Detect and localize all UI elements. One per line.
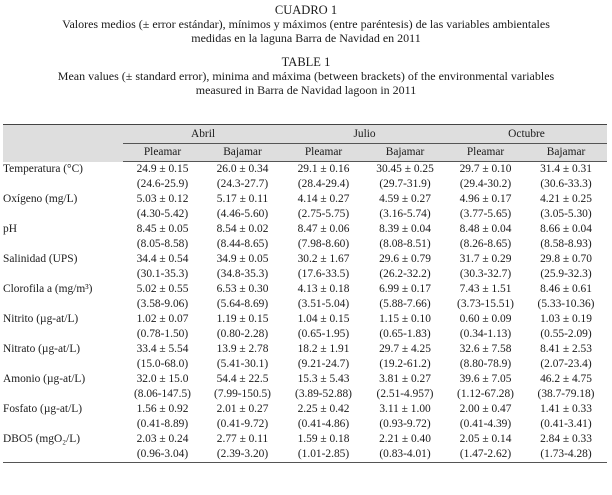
mean-value-cell: 2.25 ± 0.42 (297, 403, 350, 415)
mean-value-cell: 1.15 ± 0.10 (379, 313, 431, 325)
range-value-cell: (7.98-8.60) (297, 238, 350, 250)
table-row (3, 372, 607, 387)
mean-value-cell: 34.4 ± 0.54 (136, 253, 189, 265)
range-value-cell: (0.65-1.83) (379, 328, 431, 340)
variable-name: pH (3, 223, 17, 235)
range-value-cell: (26.2-32.2) (379, 268, 431, 280)
mean-value-cell: 7.43 ± 1.51 (459, 283, 512, 295)
caption-en-line1: Mean values (± standard error), minima and máxima (between brackets) of the environmental variables (57, 69, 555, 83)
range-value-cell: (8.08-8.51) (379, 238, 431, 250)
range-value-cell: (24.3-27.7) (216, 178, 269, 190)
variable-name: Temperatura (°C) (3, 162, 83, 175)
range-value-cell: (3.89-52.88) (295, 388, 352, 400)
range-value-cell: (0.65-1.95) (297, 328, 350, 340)
range-value-cell: (30.6-33.3) (540, 178, 592, 190)
range-value-cell: (0.93-9.72) (379, 418, 431, 430)
mean-value-cell: 39.6 ± 7.05 (459, 373, 512, 385)
range-value-cell: (17.6-33.5) (297, 268, 350, 280)
environmental-variables-table (3, 124, 607, 463)
mean-value-cell: 4.14 ± 0.27 (297, 193, 350, 205)
mean-value-cell: 8.46 ± 0.61 (540, 283, 592, 295)
range-value-cell: (4.30-5.42) (136, 208, 189, 220)
mean-value-cell: 29.6 ± 0.79 (379, 253, 431, 265)
mean-value-cell: 1.04 ± 0.15 (297, 313, 350, 325)
variable-name: Salinidad (UPS) (3, 253, 78, 265)
range-value-cell: (0.41-8.89) (136, 418, 189, 430)
table-row (3, 432, 607, 447)
range-value-cell: (2.75-5.75) (297, 208, 350, 220)
range-value-cell: (25.9-32.3) (540, 268, 592, 280)
table-row (3, 312, 607, 327)
range-value-cell: (0.96-3.04) (123, 447, 202, 463)
mean-value-cell: 5.17 ± 0.11 (216, 193, 269, 205)
range-value-cell: (3.05-5.30) (540, 208, 592, 220)
range-value-cell: (7.99-150.5) (214, 388, 271, 400)
range-value-cell: (2.51-4.957) (376, 388, 434, 400)
mean-value-cell: 6.53 ± 0.30 (216, 283, 269, 295)
table-row (3, 192, 607, 207)
mean-value-cell: 34.9 ± 0.05 (216, 253, 269, 265)
range-value-cell: (3.58-9.06) (136, 298, 189, 310)
variable-name: Nitrato (µg-at/L) (3, 343, 81, 355)
mean-value-cell: 8.41 ± 2.53 (540, 343, 592, 355)
tide-header: Bajamar (525, 144, 607, 162)
range-value-cell: (34.8-35.3) (216, 268, 269, 280)
range-value-cell: (1.12-67.28) (457, 388, 514, 400)
range-value-cell: (0.41-3.41) (540, 418, 592, 430)
mean-value-cell: 4.59 ± 0.27 (379, 193, 431, 205)
range-value-cell: (1.01-2.85) (283, 447, 364, 463)
range-value-cell: (19.2-61.2) (379, 358, 431, 370)
range-value-cell: (1.73-4.28) (525, 447, 607, 463)
mean-value-cell: 1.02 ± 0.07 (136, 313, 189, 325)
range-value-cell: (8.80-78.9) (459, 358, 512, 370)
range-value-cell: (38.7-79.18) (537, 388, 595, 400)
caption-es-line1: Valores medios (± error estándar), mínimos y máximos (entre paréntesis) de las variables ambientales (62, 17, 550, 31)
range-value-cell: (5.88-7.66) (379, 298, 431, 310)
mean-value-cell: 0.60 ± 0.09 (459, 313, 512, 325)
range-value-cell: (15.0-68.0) (136, 358, 189, 370)
month-header-abril: Abril (123, 125, 283, 144)
mean-value-cell: 3.11 ± 1.00 (379, 403, 431, 415)
mean-value-cell: 2.05 ± 0.14 (459, 433, 512, 445)
tide-header: Pleamar (446, 144, 525, 162)
range-value-cell: (5.64-8.69) (216, 298, 269, 310)
mean-value-cell: 2.00 ± 0.47 (459, 403, 512, 415)
tide-header: Pleamar (283, 144, 364, 162)
mean-value-cell: 1.03 ± 0.19 (540, 313, 592, 325)
range-value-cell: (0.78-1.50) (136, 328, 189, 340)
table-row (3, 252, 607, 267)
mean-value-cell: 30.2 ± 1.67 (297, 253, 350, 265)
mean-value-cell: 6.99 ± 0.17 (379, 283, 431, 295)
mean-value-cell: 2.21 ± 0.40 (379, 433, 431, 445)
mean-value-cell: 15.3 ± 5.43 (297, 373, 350, 385)
mean-value-cell: 29.7 ± 0.10 (459, 163, 512, 175)
range-value-cell: (8.58-8.93) (540, 238, 592, 250)
variable-name: Clorofila a (mg/m³) (3, 283, 93, 295)
month-header-julio: Julio (283, 125, 446, 144)
range-value-cell: (30.3-32.7) (459, 268, 512, 280)
mean-value-cell: 8.66 ± 0.04 (540, 223, 592, 235)
caption-english (0, 55, 612, 97)
mean-value-cell: 13.9 ± 2.78 (216, 343, 269, 355)
mean-value-cell: 8.54 ± 0.02 (216, 223, 269, 235)
mean-value-cell: 31.4 ± 0.31 (540, 163, 592, 175)
mean-value-cell: 32.0 ± 15.0 (136, 373, 189, 385)
range-value-cell: (3.51-5.04) (297, 298, 350, 310)
mean-value-cell: 30.45 ± 0.25 (376, 163, 434, 175)
mean-value-cell: 4.13 ± 0.18 (297, 283, 350, 295)
range-value-cell: (8.44-8.65) (216, 238, 269, 250)
mean-value-cell: 33.4 ± 5.54 (136, 343, 189, 355)
variable-name: Amonio (µg-at/L) (3, 373, 86, 385)
mean-value-cell: 3.81 ± 0.27 (379, 373, 431, 385)
mean-value-cell: 1.19 ± 0.15 (216, 313, 269, 325)
variable-name: DBO5 (mgO₂/L) (3, 432, 123, 463)
mean-value-cell: 31.7 ± 0.29 (459, 253, 512, 265)
caption-es-title: CUADRO 1 (274, 3, 338, 17)
range-value-cell: (28.4-29.4) (297, 178, 350, 190)
range-value-cell: (9.21-24.7) (297, 358, 350, 370)
table-row (3, 402, 607, 417)
caption-es-line2: medidas en la laguna Barra de Navidad en 2011 (191, 31, 421, 45)
mean-value-cell: 4.96 ± 0.17 (459, 193, 512, 205)
mean-value-cell: 2.84 ± 0.33 (540, 433, 592, 445)
mean-value-cell: 8.45 ± 0.05 (136, 223, 189, 235)
range-value-cell: (8.05-8.58) (136, 238, 189, 250)
range-value-cell: (8.26-8.65) (459, 238, 512, 250)
range-value-cell: (0.83-4.01) (364, 447, 446, 463)
range-value-cell: (0.41-4.86) (297, 418, 350, 430)
mean-value-cell: 8.47 ± 0.06 (297, 223, 350, 235)
mean-value-cell: 32.6 ± 7.58 (459, 343, 512, 355)
mean-value-cell: 8.39 ± 0.04 (379, 223, 431, 235)
range-value-cell: (3.77-5.65) (459, 208, 512, 220)
month-header-octubre: Octubre (446, 125, 607, 144)
mean-value-cell: 29.8 ± 0.70 (540, 253, 592, 265)
range-value-cell: (5.33-10.36) (537, 298, 595, 310)
range-value-cell: (24.6-25.9) (136, 178, 189, 190)
range-value-cell: (0.41-9.72) (216, 418, 269, 430)
range-value-cell: (0.55-2.09) (540, 328, 592, 340)
mean-value-cell: 54.4 ± 22.5 (216, 373, 269, 385)
mean-value-cell: 2.01 ± 0.27 (216, 403, 269, 415)
mean-value-cell: 26.0 ± 0.34 (216, 163, 269, 175)
caption-en-line2: measured in Barra de Navidad lagoon in 2011 (195, 83, 417, 97)
range-value-cell: (5.41-30.1) (216, 358, 269, 370)
variable-header-cell (3, 125, 123, 162)
range-value-cell: (4.46-5.60) (216, 208, 269, 220)
range-value-cell: (3.73-15.51) (457, 298, 514, 310)
range-value-cell: (29.7-31.9) (379, 178, 431, 190)
month-header-row (3, 125, 607, 144)
table-row (3, 282, 607, 297)
mean-value-cell: 18.2 ± 1.91 (297, 343, 350, 355)
table-body (3, 162, 607, 463)
mean-value-cell: 29.1 ± 0.16 (297, 163, 350, 175)
tide-header: Bajamar (364, 144, 446, 162)
range-value-cell: (0.41-4.39) (459, 418, 512, 430)
range-value-cell: (1.47-2.62) (446, 447, 525, 463)
variable-name: Fosfato (µg-at/L) (3, 403, 83, 415)
tide-header: Bajamar (202, 144, 283, 162)
mean-value-cell: 8.48 ± 0.04 (459, 223, 512, 235)
table-row (3, 342, 607, 357)
range-value-cell: (30.1-35.3) (136, 268, 189, 280)
mean-value-cell: 2.77 ± 0.11 (216, 433, 269, 445)
mean-value-cell: 2.03 ± 0.24 (136, 433, 189, 445)
range-value-cell: (29.4-30.2) (459, 178, 512, 190)
mean-value-cell: 1.59 ± 0.18 (297, 433, 350, 445)
variable-name: Oxígeno (mg/L) (3, 193, 78, 205)
table-row (3, 162, 607, 178)
range-value-cell: (2.39-3.20) (202, 447, 283, 463)
mean-value-cell: 24.9 ± 0.15 (136, 163, 189, 175)
mean-value-cell: 29.7 ± 4.25 (379, 343, 431, 355)
mean-value-cell: 5.02 ± 0.55 (136, 283, 189, 295)
range-value-cell: (0.80-2.28) (216, 328, 269, 340)
range-value-cell: (3.16-5.74) (379, 208, 431, 220)
range-value-cell: (2.07-23.4) (540, 358, 592, 370)
mean-value-cell: 1.41 ± 0.33 (540, 403, 592, 415)
mean-value-cell: 4.21 ± 0.25 (540, 193, 592, 205)
range-value-cell: (0.34-1.13) (459, 328, 512, 340)
range-value-cell: (8.06-147.5) (134, 388, 191, 400)
mean-value-cell: 46.2 ± 4.75 (540, 373, 592, 385)
table-row (3, 222, 607, 237)
variable-name: Nitrito (µg-at/L) (3, 313, 79, 325)
mean-value-cell: 5.03 ± 0.12 (136, 193, 189, 205)
tide-header: Pleamar (123, 144, 202, 162)
mean-value-cell: 1.56 ± 0.92 (136, 403, 189, 415)
caption-spanish (0, 0, 612, 45)
caption-en-title: TABLE 1 (281, 55, 331, 69)
